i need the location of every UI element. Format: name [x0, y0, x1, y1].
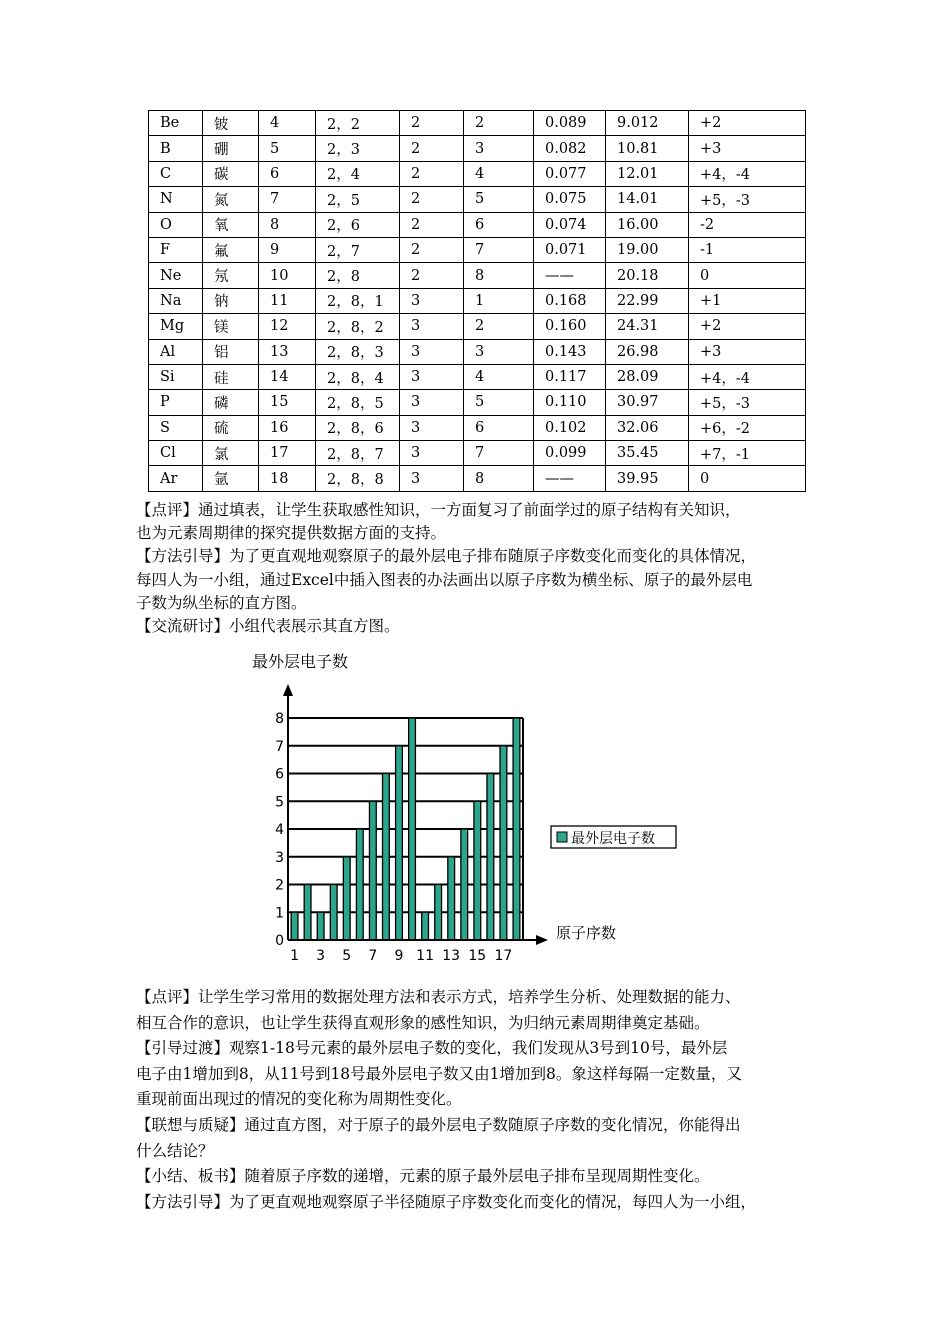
- x-tick-label: 15: [468, 948, 487, 964]
- element-table: [148, 110, 806, 492]
- table-cell: 4: [464, 161, 534, 186]
- x-tick-label: 1: [290, 948, 299, 964]
- table-cell: 2: [400, 187, 464, 212]
- paragraph-line: 【点评】让学生学习常用的数据处理方法和表示方式，培养学生分析、处理数据的能力、: [136, 988, 741, 1006]
- table-cell: 14: [259, 364, 316, 389]
- table-cell: 20.18: [606, 263, 689, 288]
- chart-bar: [435, 885, 442, 941]
- table-cell: +3: [689, 136, 806, 161]
- table-cell: 0.089: [534, 111, 606, 136]
- table-cell: 0.075: [534, 187, 606, 212]
- paragraph-line: 每四人为一小组，通过Excel中插入图表的办法画出以原子序数为横坐标、原子的最外层电: [136, 570, 753, 589]
- table-cell: 3: [400, 390, 464, 415]
- table-cell: 2，8，4: [316, 364, 400, 389]
- chart-bar: [356, 829, 363, 940]
- chart-bar: [369, 801, 376, 940]
- y-axis-arrow: [283, 684, 293, 696]
- paragraph-line: 电子由1增加到8，从11号到18号最外层电子数又由1增加到8。象这样每隔一定数量，又: [136, 1064, 742, 1083]
- table-cell: 24.31: [606, 314, 689, 339]
- y-tick-label: 1: [275, 905, 284, 922]
- table-row: [149, 187, 806, 212]
- table-cell: Mg: [149, 314, 203, 339]
- table-cell: 2: [400, 212, 464, 237]
- table-cell: 26.98: [606, 339, 689, 364]
- table-cell: Si: [149, 364, 203, 389]
- table-cell: B: [149, 136, 203, 161]
- y-tick-label: 4: [275, 822, 284, 838]
- table-cell: 铍: [203, 111, 259, 136]
- table-cell: 硫: [203, 415, 259, 440]
- table-cell: 氖: [203, 263, 259, 288]
- table-cell: 1: [464, 288, 534, 313]
- table-row: [149, 288, 806, 313]
- table-cell: 10: [259, 263, 316, 288]
- paragraph-line: 【引导过渡】观察1-18号元素的最外层电子数的变化，我们发现从3号到10号，最外层: [136, 1039, 728, 1058]
- table-cell: 硼: [203, 136, 259, 161]
- table-cell: 9: [259, 237, 316, 262]
- table-cell: 3: [464, 136, 534, 161]
- chart-bar: [330, 885, 337, 941]
- table-cell: 18: [259, 466, 316, 491]
- table-cell: 3: [400, 415, 464, 440]
- table-row: [149, 390, 806, 415]
- table-row: [149, 136, 806, 161]
- bar-chart: [266, 680, 686, 970]
- table-cell: 2: [400, 263, 464, 288]
- paragraph-line: 【联想与质疑】通过直方图，对于原子的最外层电子数随原子序数的变化情况，你能得出: [136, 1116, 741, 1134]
- y-tick-label: 2: [275, 877, 284, 894]
- table-cell: 氯: [203, 441, 259, 466]
- table-cell: 2，4: [316, 161, 400, 186]
- table-cell: 氟: [203, 237, 259, 262]
- table-cell: 磷: [203, 390, 259, 415]
- table-cell: 0.117: [534, 364, 606, 389]
- table-cell: Na: [149, 288, 203, 313]
- table-cell: 5: [464, 390, 534, 415]
- table-cell: 0.071: [534, 237, 606, 262]
- table-cell: +4，-4: [689, 364, 806, 389]
- table-cell: 0.074: [534, 212, 606, 237]
- table-cell: P: [149, 390, 203, 415]
- y-tick-label: 8: [275, 711, 284, 727]
- table-cell: 3: [400, 466, 464, 491]
- table-cell: +5，-3: [689, 390, 806, 415]
- chart-bar: [304, 885, 311, 941]
- y-tick-label: 7: [275, 738, 284, 755]
- x-axis-arrow: [536, 935, 548, 945]
- table-row: [149, 314, 806, 339]
- table-cell: 9.012: [606, 111, 689, 136]
- table-cell: S: [149, 415, 203, 440]
- table-cell: 17: [259, 441, 316, 466]
- table-cell: Ar: [149, 466, 203, 491]
- table-cell: 0: [689, 263, 806, 288]
- chart-title: 最外层电子数: [252, 652, 349, 671]
- table-cell: 2，8，8: [316, 466, 400, 491]
- table-cell: ——: [534, 466, 606, 491]
- table-cell: Al: [149, 339, 203, 364]
- table-row: [149, 212, 806, 237]
- chart-bar: [409, 718, 416, 940]
- paragraph-line: 【交流研讨】小组代表展示其直方图。: [136, 617, 400, 635]
- table-cell: 6: [464, 212, 534, 237]
- table-cell: 8: [464, 466, 534, 491]
- table-cell: 2: [400, 161, 464, 186]
- table-cell: 22.99: [606, 288, 689, 313]
- table-cell: 2: [464, 314, 534, 339]
- paragraph-line: 【点评】通过填表，让学生获取感性知识，一方面复习了前面学过的原子结构有关知识，: [136, 501, 741, 519]
- paragraph-line: 【小结、板书】随着原子序数的递增，元素的原子最外层电子排布呈现周期性变化。: [136, 1167, 710, 1186]
- table-cell: 0: [689, 466, 806, 491]
- table-cell: 碳: [203, 161, 259, 186]
- table-cell: 铝: [203, 339, 259, 364]
- table-cell: 0.160: [534, 314, 606, 339]
- table-cell: 3: [400, 288, 464, 313]
- table-cell: 2，8，6: [316, 415, 400, 440]
- table-cell: 19.00: [606, 237, 689, 262]
- table-cell: 0.082: [534, 136, 606, 161]
- table-row: [149, 111, 806, 136]
- paragraph-line: 相互合作的意识，也让学生获得直观形象的感性知识，为归纳元素周期律奠定基础。: [136, 1013, 710, 1032]
- table-cell: 5: [259, 136, 316, 161]
- paragraph-line: 【方法引导】为了更直观地观察原子的最外层电子排布随原子序数变化而变化的具体情况，: [136, 547, 757, 566]
- table-cell: 10.81: [606, 136, 689, 161]
- table-row: [149, 263, 806, 288]
- table-cell: Cl: [149, 441, 203, 466]
- table-cell: 2，8，2: [316, 314, 400, 339]
- table-cell: 2，8，5: [316, 390, 400, 415]
- table-cell: 3: [400, 314, 464, 339]
- y-tick-label: 6: [275, 766, 284, 783]
- chart-bar: [448, 857, 455, 940]
- table-cell: 7: [464, 237, 534, 262]
- table-cell: 12: [259, 314, 316, 339]
- table-cell: 0.110: [534, 390, 606, 415]
- table-row: [149, 161, 806, 186]
- table-cell: 14.01: [606, 187, 689, 212]
- table-cell: 15: [259, 390, 316, 415]
- table-cell: 6: [259, 161, 316, 186]
- table-cell: 32.06: [606, 415, 689, 440]
- table-cell: 2: [400, 111, 464, 136]
- table-cell: 氮: [203, 187, 259, 212]
- table-cell: 4: [259, 111, 316, 136]
- table-cell: 2，5: [316, 187, 400, 212]
- paragraph-line: 【方法引导】为了更直观地观察原子半径随原子序数变化而变化的情况，每四人为一小组，: [136, 1192, 757, 1211]
- chart-bar: [291, 912, 298, 940]
- chart-bar: [513, 718, 520, 940]
- table-cell: +4，-4: [689, 161, 806, 186]
- table-cell: 0.077: [534, 161, 606, 186]
- legend-label: 最外层电子数: [571, 831, 655, 847]
- table-cell: 钠: [203, 288, 259, 313]
- x-tick-label: 17: [494, 948, 513, 964]
- table-cell: +6，-2: [689, 415, 806, 440]
- table-cell: 4: [464, 364, 534, 389]
- table-cell: 8: [464, 263, 534, 288]
- table-row: [149, 237, 806, 262]
- table-cell: 硅: [203, 364, 259, 389]
- table-row: [149, 441, 806, 466]
- table-cell: 2，6: [316, 212, 400, 237]
- table-cell: 16: [259, 415, 316, 440]
- chart-bar: [317, 912, 324, 940]
- y-tick-label: 3: [275, 849, 284, 866]
- table-cell: 6: [464, 415, 534, 440]
- table-cell: 2，8，3: [316, 339, 400, 364]
- y-tick-label: 5: [275, 794, 284, 811]
- table-cell: 0.099: [534, 441, 606, 466]
- table-row: [149, 466, 806, 491]
- table-cell: 2: [400, 237, 464, 262]
- table-cell: 30.97: [606, 390, 689, 415]
- table-cell: 2，2: [316, 111, 400, 136]
- x-tick-label: 11: [416, 948, 434, 964]
- table-cell: Be: [149, 111, 203, 136]
- table-cell: 氧: [203, 212, 259, 237]
- table-cell: +5，-3: [689, 187, 806, 212]
- table-cell: 28.09: [606, 364, 689, 389]
- chart-bar: [461, 829, 468, 940]
- table-cell: +2: [689, 314, 806, 339]
- table-cell: ——: [534, 263, 606, 288]
- chart-bar: [474, 801, 481, 940]
- table-cell: 3: [400, 364, 464, 389]
- table-cell: 11: [259, 288, 316, 313]
- y-tick-label: 0: [275, 933, 284, 949]
- chart-bar: [422, 912, 429, 940]
- table-cell: 2，3: [316, 136, 400, 161]
- chart-bar: [487, 774, 494, 941]
- table-row: [149, 364, 806, 389]
- x-tick-label: 9: [394, 948, 404, 964]
- paragraph-line: 重现前面出现过的情况的变化称为周期性变化。: [136, 1090, 462, 1109]
- table-cell: 2，8，7: [316, 441, 400, 466]
- table-cell: 7: [259, 187, 316, 212]
- table-cell: 35.45: [606, 441, 689, 466]
- table-cell: 8: [259, 212, 316, 237]
- paragraph-line: 也为元素周期律的探究提供数据方面的支持。: [136, 524, 447, 543]
- table-cell: +7，-1: [689, 441, 806, 466]
- legend-swatch: [557, 832, 567, 842]
- x-tick-label: 5: [342, 948, 352, 964]
- table-cell: F: [149, 237, 203, 262]
- table-cell: N: [149, 187, 203, 212]
- table-cell: 13: [259, 339, 316, 364]
- chart-bar: [396, 746, 403, 940]
- table-row: [149, 339, 806, 364]
- table-cell: 2: [464, 111, 534, 136]
- table-cell: 2: [400, 136, 464, 161]
- table-cell: 氩: [203, 466, 259, 491]
- table-cell: 7: [464, 441, 534, 466]
- table-cell: 0.102: [534, 415, 606, 440]
- table-cell: 3: [400, 441, 464, 466]
- table-cell: 2，8: [316, 263, 400, 288]
- table-cell: Ne: [149, 263, 203, 288]
- table-cell: +1: [689, 288, 806, 313]
- table-cell: +2: [689, 111, 806, 136]
- chart-bar: [383, 774, 390, 941]
- table-cell: 2，8，1: [316, 288, 400, 313]
- chart-bar: [500, 746, 507, 940]
- table-cell: 镁: [203, 314, 259, 339]
- table-cell: 0.143: [534, 339, 606, 364]
- x-tick-label: 3: [316, 948, 326, 964]
- table-cell: 3: [464, 339, 534, 364]
- table-cell: 2，7: [316, 237, 400, 262]
- table-cell: +3: [689, 339, 806, 364]
- table-cell: 12.01: [606, 161, 689, 186]
- x-tick-label: 7: [368, 948, 378, 964]
- table-cell: O: [149, 212, 203, 237]
- paragraph-line: 什么结论？: [136, 1141, 214, 1160]
- table-cell: 0.168: [534, 288, 606, 313]
- table-row: [149, 415, 806, 440]
- table-cell: -2: [689, 212, 806, 237]
- chart-bar: [343, 857, 350, 940]
- table-cell: C: [149, 161, 203, 186]
- x-axis-label: 原子序数: [556, 924, 617, 942]
- table-cell: 5: [464, 187, 534, 212]
- x-tick-label: 13: [442, 948, 461, 964]
- table-cell: 16.00: [606, 212, 689, 237]
- paragraph-line: 子数为纵坐标的直方图。: [136, 593, 307, 612]
- table-cell: 39.95: [606, 466, 689, 491]
- table-cell: -1: [689, 237, 806, 262]
- table-cell: 3: [400, 339, 464, 364]
